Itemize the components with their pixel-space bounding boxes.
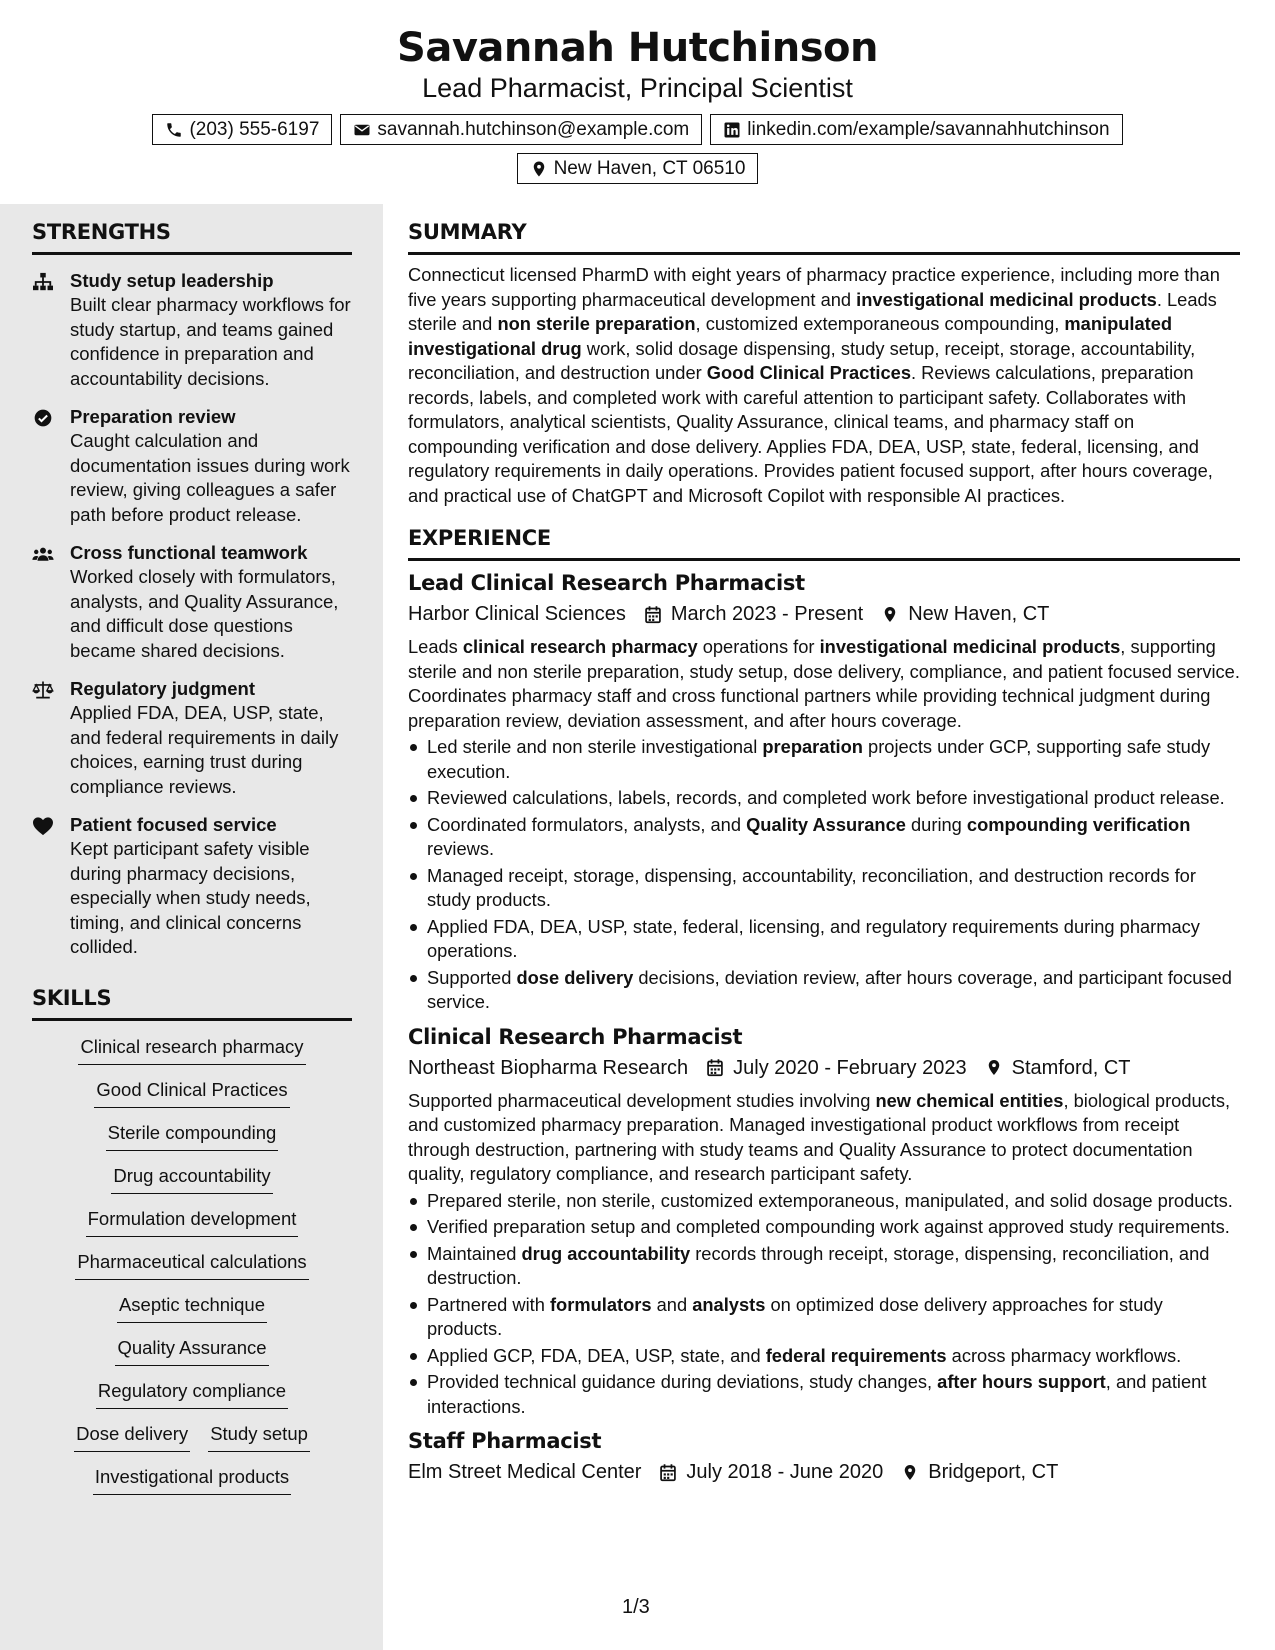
skills-heading: SKILLS (32, 984, 352, 1021)
skills-list (32, 1035, 352, 1495)
job-entry (408, 569, 1240, 1015)
skill-tag: Aseptic technique (117, 1293, 267, 1323)
job-entry (408, 1023, 1240, 1420)
strength-desc: Applied FDA, DEA, USP, state, and federal requirements in daily choices, earning trust during compliance reviews. (70, 702, 339, 797)
skill-tag: Dose delivery (74, 1422, 190, 1452)
map-pin-icon (881, 605, 899, 624)
strength-title: Patient focused service (70, 814, 277, 835)
bullet-item: Supported dose delivery decisions, deviation review, after hours coverage, and participant focused service. (408, 966, 1240, 1015)
page-number: 1/3 (622, 1596, 650, 1618)
experience-heading: EXPERIENCE (408, 524, 1240, 561)
strength-item (32, 813, 352, 960)
strength-title: Regulatory judgment (70, 678, 256, 699)
skill-tag: Good Clinical Practices (94, 1078, 289, 1108)
location-text: New Haven, CT 06510 (553, 158, 746, 179)
skill-tag: Clinical research pharmacy (78, 1035, 305, 1065)
skill-tag: Regulatory compliance (96, 1379, 288, 1409)
job-location: Stamford, CT (1011, 1056, 1131, 1079)
candidate-name: Savannah Hutchinson (397, 25, 878, 71)
bullet-item: Applied GCP, FDA, DEA, USP, state, and federal requirements across pharmacy workflows. (408, 1344, 1240, 1369)
skill-tag: Drug accountability (111, 1164, 272, 1194)
phone-chip[interactable] (152, 114, 332, 145)
strength-item (32, 269, 352, 391)
job-title: Staff Pharmacist (408, 1429, 602, 1453)
strength-desc: Built clear pharmacy workflows for study startup, and teams gained confidence in preparation and accountability decisions. (70, 294, 351, 389)
job-company: Elm Street Medical Center (408, 1461, 642, 1483)
bullet-item: Coordinated formulators, analysts, and Quality Assurance during compounding verification reviews. (408, 813, 1240, 862)
heart-icon (32, 816, 54, 836)
skill-tag: Formulation development (86, 1207, 299, 1237)
calendar-icon (706, 1058, 724, 1077)
job-dates: July 2018 - June 2020 (686, 1461, 884, 1483)
bullet-item: Provided technical guidance during deviations, study changes, after hours support, and patient interactions. (408, 1370, 1240, 1419)
phone-icon (165, 121, 183, 139)
skill-tag: Sterile compounding (106, 1121, 279, 1151)
strength-desc: Caught calculation and documentation issues during work review, giving colleagues a safer path before product release. (70, 430, 350, 525)
scale-icon (32, 680, 54, 700)
bullet-item: Prepared sterile, non sterile, customized extemporaneous, manipulated, and solid dosage products. (408, 1189, 1240, 1214)
job-dates: July 2020 - February 2023 (733, 1056, 967, 1079)
map-pin-icon (901, 1463, 919, 1482)
bullet-item: Verified preparation setup and completed compounding work against approved study requirements. (408, 1215, 1240, 1240)
summary-text: Connecticut licensed PharmD with eight years of pharmacy practice experience, including more than five years supporting pharmaceutical development and investigational medicinal products. Leads sterile and non sterile preparation, customized extemporaneous compounding, manipulated investigational drug work, solid dosage dispensing, study setup, receipt, storage, accountability, reconciliation, and destruction under Good Clinical Practices. Reviews calculations, preparation records, labels, and completed work with careful attention to participant safety. Collaborates with formulators, analytical scientists, Quality Assurance, clinical teams, and pharmacy staff on compounding verification and dose delivery. Applies FDA, DEA, USP, state, federal, licensing, and regulatory requirements in daily operations. Provides patient focused support, after hours coverage, and practical use of ChatGPT and Microsoft Copilot with responsible AI practices. (408, 264, 1220, 506)
users-icon (32, 544, 54, 564)
envelope-icon (353, 121, 371, 139)
skill-tag: Study setup (208, 1422, 310, 1452)
map-pin-icon (985, 1058, 1003, 1077)
bullet-item: Led sterile and non sterile investigational preparation projects under GCP, supporting safe study execution. (408, 735, 1240, 784)
summary-heading: SUMMARY (408, 218, 1240, 255)
job-location: Bridgeport, CT (928, 1461, 1059, 1483)
strength-title: Preparation review (70, 406, 236, 427)
email-chip[interactable] (340, 114, 702, 145)
linkedin-text: linkedin.com/example/savannahhutchinson (747, 119, 1110, 140)
map-pin-icon (530, 160, 548, 178)
job-company: Northeast Biopharma Research (408, 1056, 689, 1079)
job-meta (408, 599, 1240, 629)
strength-desc: Kept participant safety visible during pharmacy decisions, especially when study needs, timing, and clinical concerns collided. (70, 838, 311, 957)
candidate-title: Lead Pharmacist, Principal Scientist (422, 73, 853, 103)
job-description: Supported pharmaceutical development studies involving new chemical entities, biological products, and customized pharmacy preparation. Managed investigational product workflows from receipt through destruction, partnering with study teams and Quality Assurance to protect documentation quality, regulatory compliance, and research participant safety. (408, 1089, 1231, 1184)
strength-item (32, 677, 352, 799)
bullet-item: Managed receipt, storage, dispensing, accountability, reconciliation, and destruction records for study products. (408, 864, 1240, 913)
bullet-item: Partnered with formulators and analysts on optimized dose delivery approaches for study products. (408, 1293, 1240, 1342)
main-content (408, 218, 1240, 1487)
calendar-icon (659, 1463, 677, 1482)
job-bullets (408, 735, 1240, 1015)
skill-tag: Pharmaceutical calculations (75, 1250, 308, 1280)
check-circle-icon (32, 408, 54, 428)
email-text: savannah.hutchinson@example.com (377, 119, 690, 140)
bullet-item: Maintained drug accountability records through receipt, storage, dispensing, reconciliation, and destruction. (408, 1242, 1240, 1291)
job-description: Leads clinical research pharmacy operations for investigational medicinal products, supporting sterile and non sterile preparation, study setup, dose delivery, compliance, and patient focused service. Coordinates pharmacy staff and cross functional partners while providing technical judgment during preparation review, deviation assessment, and after hours coverage. (408, 636, 1240, 731)
strength-item (32, 541, 352, 663)
job-entry (408, 1427, 1240, 1487)
phone-text: (203) 555-6197 (189, 119, 320, 140)
linkedin-chip[interactable] (710, 114, 1122, 145)
org-chart-icon (32, 272, 54, 292)
strength-title: Cross functional teamwork (70, 542, 308, 563)
skill-tag: Quality Assurance (115, 1336, 268, 1366)
job-meta (408, 1457, 1240, 1487)
job-title: Lead Clinical Research Pharmacist (408, 571, 805, 595)
job-bullets (408, 1189, 1240, 1420)
strength-item (32, 405, 352, 527)
contact-row (0, 114, 1275, 145)
job-location: New Haven, CT (908, 603, 1050, 625)
bullet-item: Reviewed calculations, labels, records, and completed work before investigational product release. (408, 786, 1240, 811)
bullet-item: Applied FDA, DEA, USP, state, federal, licensing, and regulatory requirements during pharmacy operations. (408, 915, 1240, 964)
calendar-icon (644, 605, 662, 624)
strength-desc: Worked closely with formulators, analysts, and Quality Assurance, and difficult dose questions became shared decisions. (70, 566, 339, 661)
sidebar (0, 204, 383, 1650)
contact-row-2 (0, 153, 1275, 184)
resume-header (0, 0, 1275, 184)
location-chip (517, 153, 759, 184)
job-company: Harbor Clinical Sciences (408, 603, 626, 625)
job-dates: March 2023 - Present (670, 603, 864, 625)
strengths-heading: STRENGTHS (32, 218, 352, 255)
strength-title: Study setup leadership (70, 270, 274, 291)
skill-tag: Investigational products (93, 1465, 291, 1495)
job-title: Clinical Research Pharmacist (408, 1024, 743, 1049)
linkedin-icon (723, 121, 741, 139)
job-meta (408, 1053, 1240, 1083)
